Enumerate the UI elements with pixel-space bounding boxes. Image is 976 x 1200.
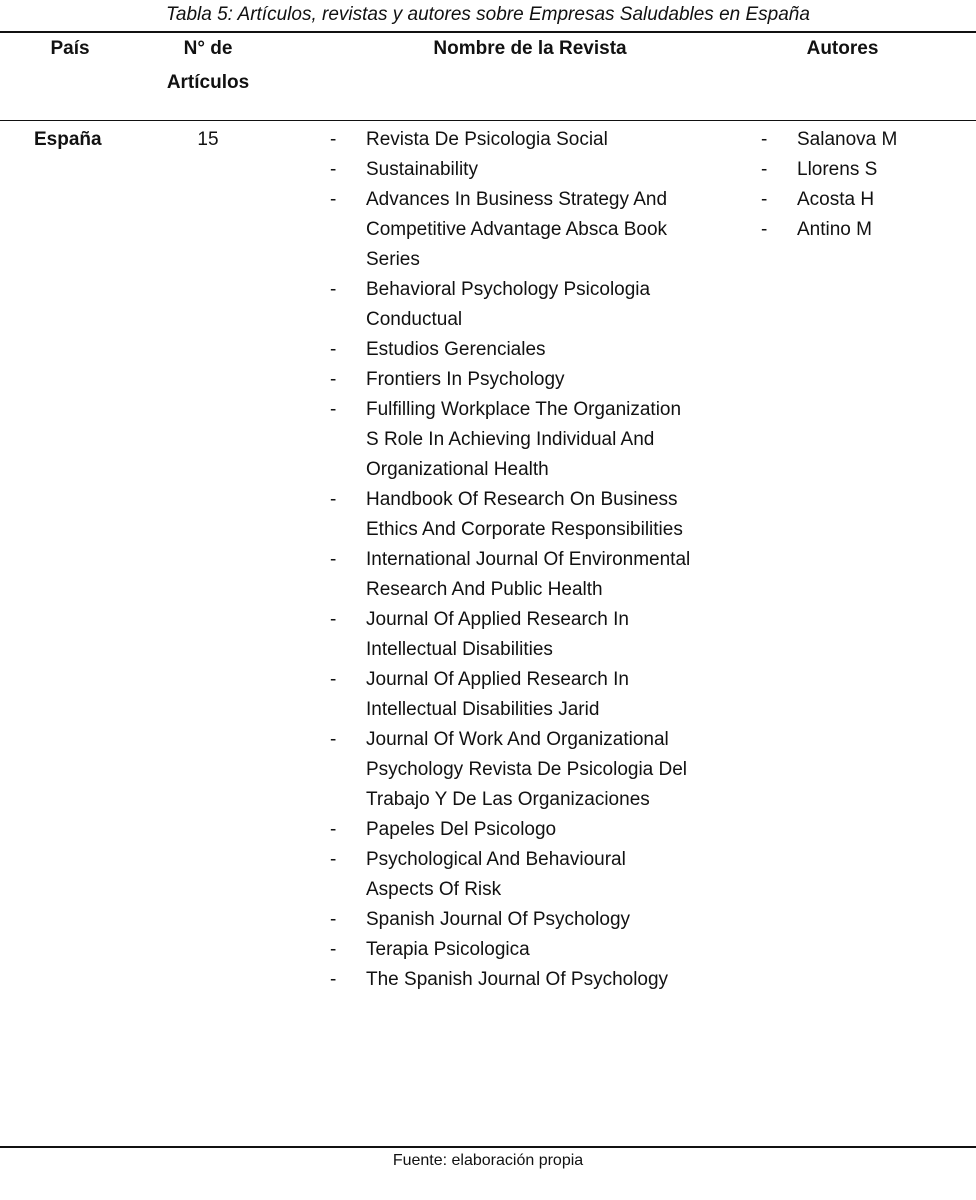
author-item: - Salanova M xyxy=(757,125,967,155)
author-item: - Acosta H xyxy=(757,185,967,215)
journal-item: - Papeles Del Psicologo xyxy=(326,815,692,845)
journal-item: - Advances In Business Strategy And Competitive Advantage Absca Book Series xyxy=(326,185,692,275)
cell-pais: España xyxy=(34,129,102,150)
journal-item: - Journal Of Work And Organizational Psychology Revista De Psicologia Del Trabajo Y De Las Organizaciones xyxy=(326,725,692,815)
journal-item: - The Spanish Journal Of Psychology xyxy=(326,965,692,995)
journal-item: - Sustainability xyxy=(326,155,692,185)
journal-item: - International Journal Of Environmental Research And Public Health xyxy=(326,545,692,605)
table-bottom-rule xyxy=(0,1146,976,1148)
journal-item: - Behavioral Psychology Psicologia Conductual xyxy=(326,275,692,335)
header-num-line1: N° de xyxy=(183,38,233,59)
header-revista: Nombre de la Revista xyxy=(433,38,627,59)
header-autores: Autores xyxy=(806,38,879,59)
header-separator-rule xyxy=(0,120,976,121)
cell-num-articulos: 15 xyxy=(197,129,219,150)
journal-item: - Handbook Of Research On Business Ethics And Corporate Responsibilities xyxy=(326,485,692,545)
journal-item: - Journal Of Applied Research In Intellectual Disabilities xyxy=(326,605,692,665)
journal-item: - Frontiers In Psychology xyxy=(326,365,692,395)
journal-item: - Journal Of Applied Research In Intellectual Disabilities Jarid xyxy=(326,665,692,725)
author-item: - Llorens S xyxy=(757,155,967,185)
journal-item: - Estudios Gerenciales xyxy=(326,335,692,365)
journal-item: - Revista De Psicologia Social xyxy=(326,125,692,155)
journal-item: - Fulfilling Workplace The Organization S Role In Achieving Individual And Organizational Health xyxy=(326,395,692,485)
author-list xyxy=(757,125,967,245)
header-num-line2: Artículos xyxy=(166,72,250,93)
author-item: - Antino M xyxy=(757,215,967,245)
journal-list xyxy=(326,125,726,995)
journal-item: - Psychological And Behavioural Aspects Of Risk xyxy=(326,845,692,905)
journal-item: - Spanish Journal Of Psychology xyxy=(326,905,692,935)
table-source-note: Fuente: elaboración propia xyxy=(392,1152,584,1169)
header-pais: País xyxy=(50,38,90,59)
table-caption: Tabla 5: Artículos, revistas y autores sobre Empresas Saludables en España xyxy=(166,4,810,25)
journal-item: - Terapia Psicologica xyxy=(326,935,692,965)
header-num-articulos xyxy=(148,32,268,100)
